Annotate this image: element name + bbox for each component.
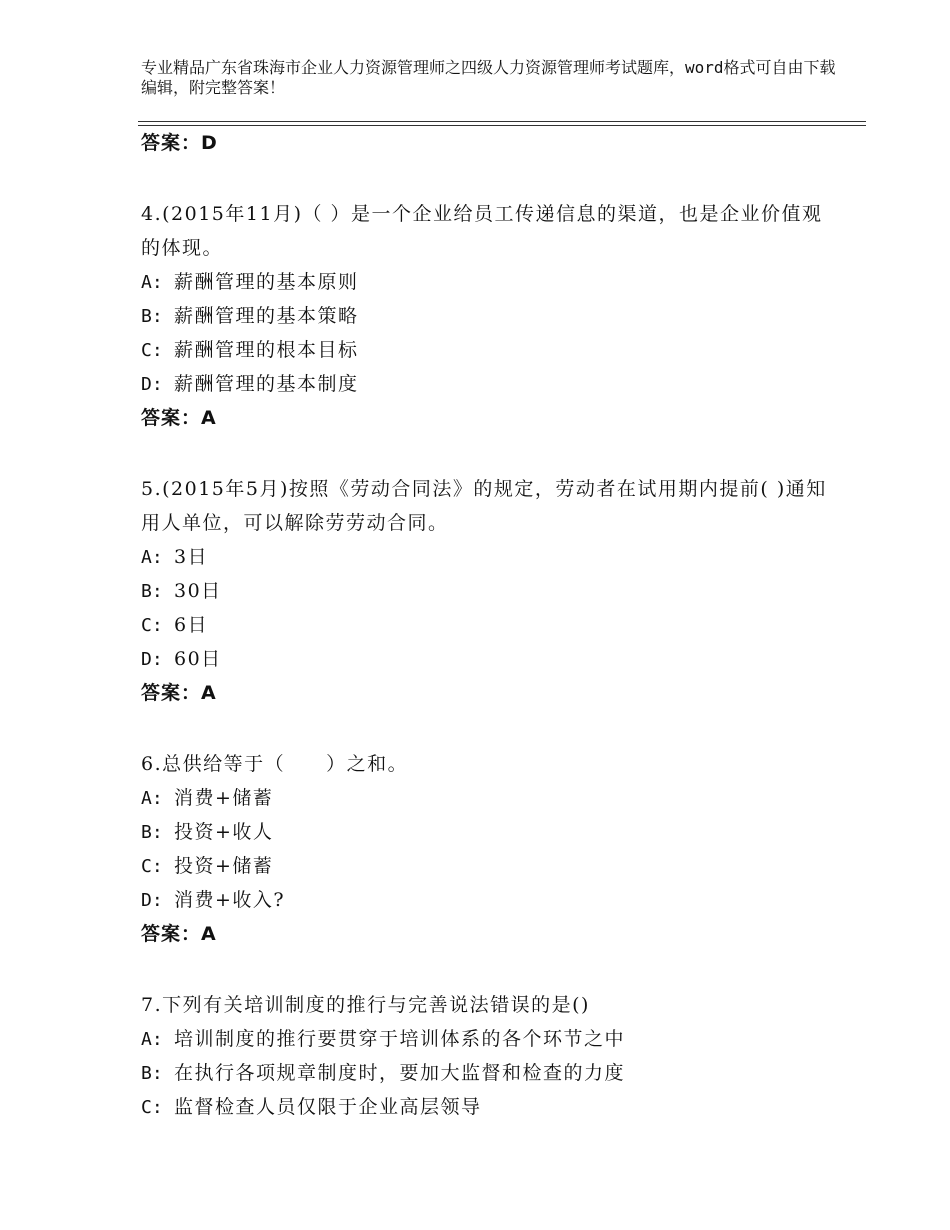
question-stem: 4.(2015年11月)（ ）是一个企业给员工传递信息的渠道，也是企业价值观的体现。 <box>141 203 823 259</box>
question-item <box>141 747 831 951</box>
option-text: 60日 <box>174 648 222 670</box>
page-header-title: 专业精品广东省珠海市企业人力资源管理师之四级人力资源管理师考试题库，word格式可自由下载编辑，附完整答案！ <box>141 58 836 97</box>
option-b <box>141 1056 831 1090</box>
option-text: 监督检查人员仅限于企业高层领导 <box>174 1096 482 1118</box>
question-item <box>141 197 831 435</box>
spacer <box>141 710 831 747</box>
spacer <box>141 160 831 197</box>
option-letter: B: <box>141 581 163 602</box>
option-letter: A: <box>141 1029 163 1050</box>
option-a <box>141 540 831 574</box>
option-text: 薪酬管理的基本制度 <box>174 373 359 395</box>
option-d <box>141 642 831 676</box>
option-d <box>141 883 831 917</box>
option-text: 在执行各项规章制度时，要加大监督和检查的力度 <box>174 1062 626 1084</box>
option-text: 薪酬管理的根本目标 <box>174 339 359 361</box>
question-stem: 5.(2015年5月)按照《劳动合同法》的规定，劳动者在试用期内提前( )通知用人单位，可以解除劳劳动合同。 <box>141 478 827 534</box>
option-letter: B: <box>141 306 163 327</box>
spacer <box>141 435 831 472</box>
option-text: 3日 <box>174 546 209 568</box>
option-b <box>141 574 831 608</box>
answer-label: 答案：A <box>141 923 217 945</box>
option-letter: B: <box>141 1063 163 1084</box>
option-c <box>141 1090 831 1124</box>
option-a <box>141 1022 831 1056</box>
answer-label: 答案：A <box>141 682 217 704</box>
question-list <box>141 126 831 1124</box>
option-text: 投资+收人 <box>174 821 274 843</box>
option-a <box>141 265 831 299</box>
option-letter: A: <box>141 272 163 293</box>
option-text: 6日 <box>174 614 209 636</box>
question-item <box>141 988 831 1124</box>
option-text: 薪酬管理的基本原则 <box>174 271 359 293</box>
question-stem: 7.下列有关培训制度的推行与完善说法错误的是() <box>141 994 590 1016</box>
option-c <box>141 608 831 642</box>
option-letter: C: <box>141 615 163 636</box>
option-c <box>141 849 831 883</box>
option-a <box>141 781 831 815</box>
option-text: 投资+储蓄 <box>174 855 274 877</box>
option-b <box>141 299 831 333</box>
question-item <box>141 472 831 710</box>
option-b <box>141 815 831 849</box>
option-letter: D: <box>141 374 163 395</box>
option-c <box>141 333 831 367</box>
option-text: 消费+储蓄 <box>174 787 274 809</box>
question-stem: 6.总供给等于（ ）之和。 <box>141 753 409 775</box>
option-letter: A: <box>141 788 163 809</box>
option-text: 消费+收入? <box>174 889 286 911</box>
option-letter: D: <box>141 649 163 670</box>
option-text: 薪酬管理的基本策略 <box>174 305 359 327</box>
option-letter: C: <box>141 340 163 361</box>
previous-answer: 答案：D <box>141 132 218 154</box>
option-letter: D: <box>141 890 163 911</box>
option-letter: C: <box>141 856 163 877</box>
option-text: 30日 <box>174 580 222 602</box>
answer-label: 答案：A <box>141 407 217 429</box>
option-letter: C: <box>141 1097 163 1118</box>
header-divider <box>138 121 866 122</box>
spacer <box>141 951 831 988</box>
option-text: 培训制度的推行要贯穿于培训体系的各个环节之中 <box>174 1028 626 1050</box>
option-letter: B: <box>141 822 163 843</box>
option-letter: A: <box>141 547 163 568</box>
option-d <box>141 367 831 401</box>
